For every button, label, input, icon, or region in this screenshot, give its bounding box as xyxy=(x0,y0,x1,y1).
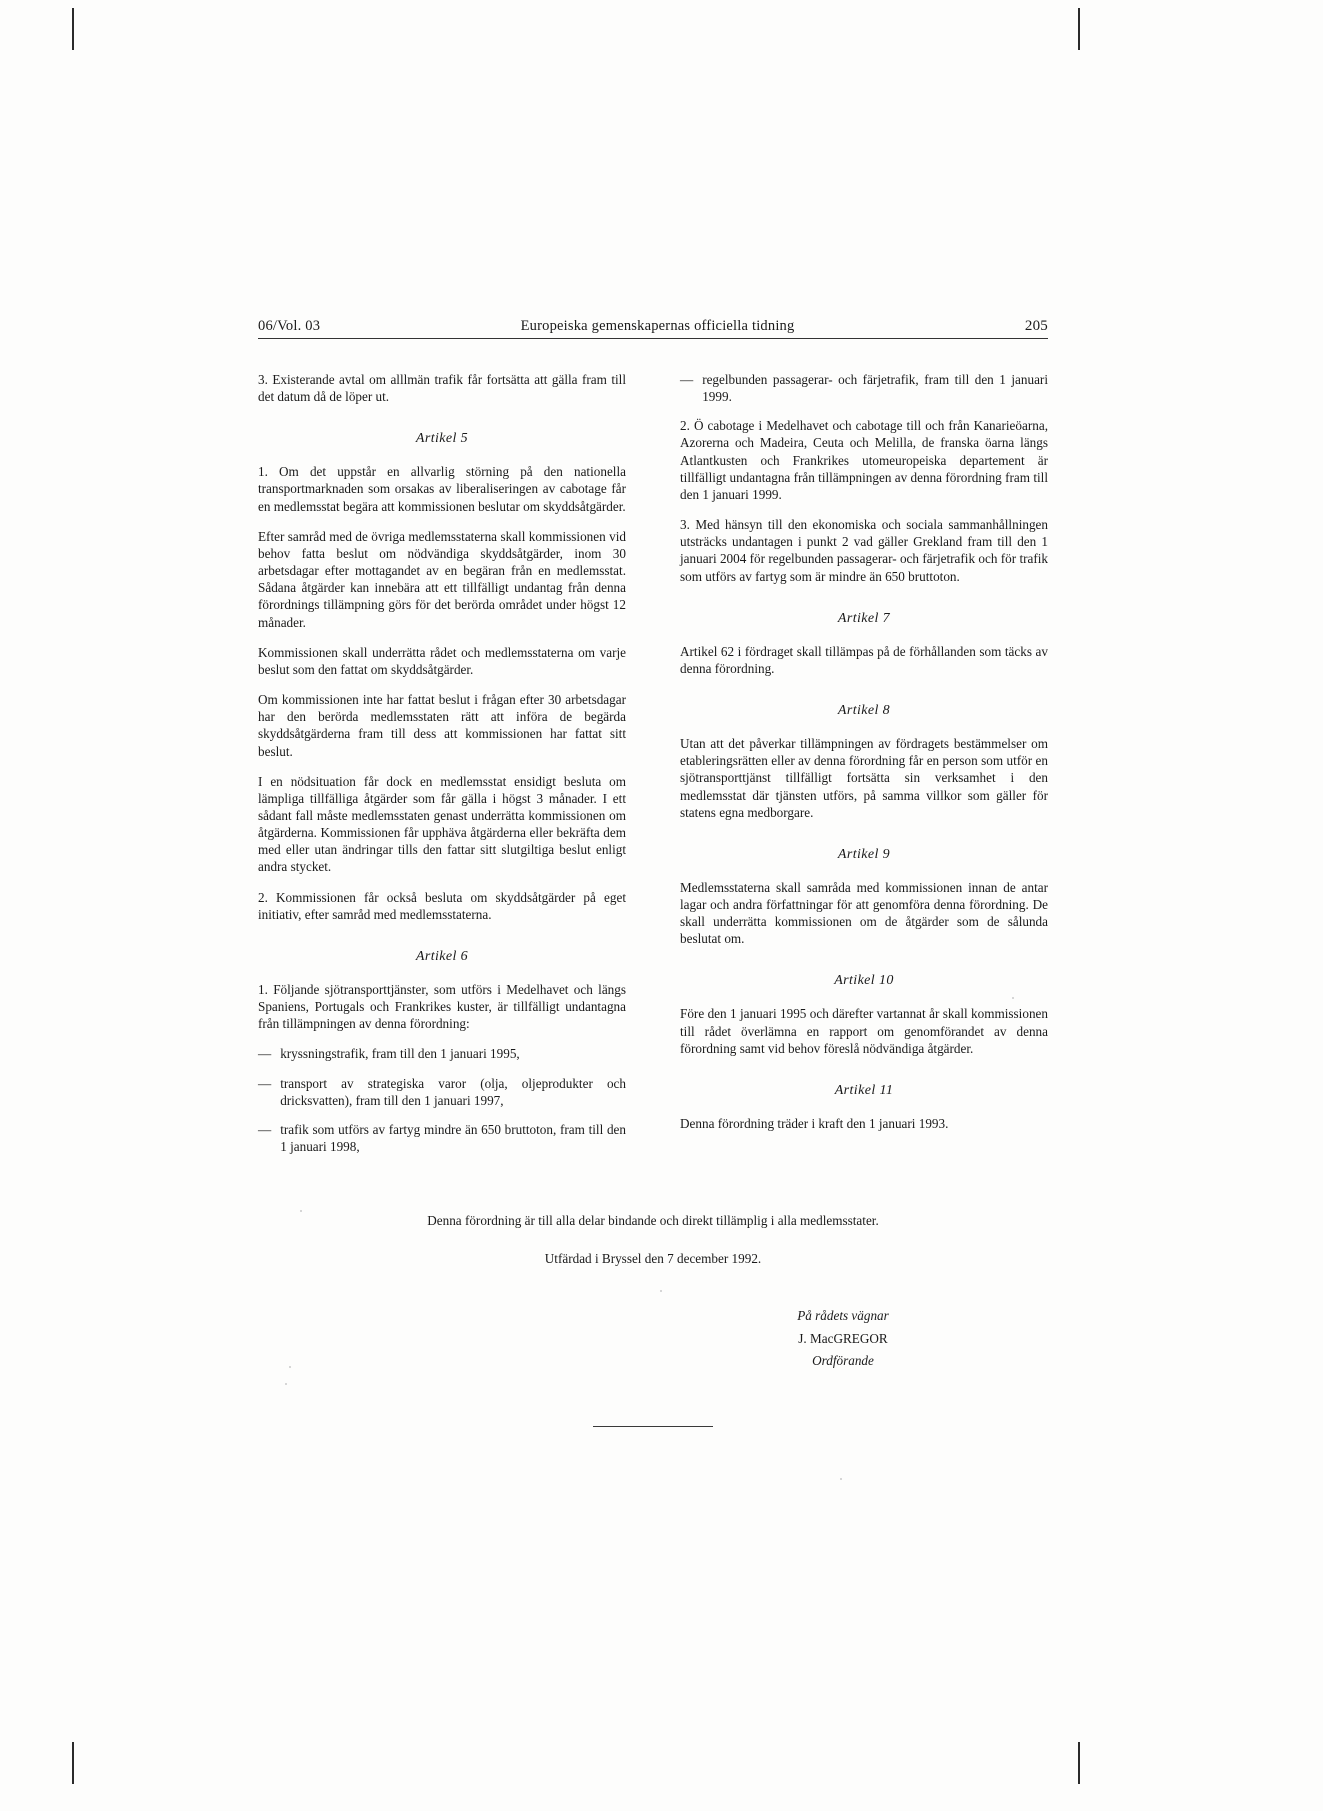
journal-title: Europeiska gemenskapernas officiella tidning xyxy=(520,318,795,334)
scan-speck xyxy=(289,1366,291,1368)
dash-icon: — xyxy=(258,1046,272,1062)
paragraph-3: 3. Existerande avtal om alllmän trafik får fortsätta att gälla fram till det datum då de löper ut. xyxy=(258,372,626,405)
article6-paragraph-1: 1. Följande sjötransporttjänster, som utförs i Medelhavet och längs Spaniens, Portugals och Frankrikes kuster, är tillfälligt undantagna från tillämpningen av denna förordning: xyxy=(258,981,626,1032)
two-column-body xyxy=(258,371,1048,1167)
article6-paragraph-2: 2. Ö cabotage i Medelhavet och cabotage till och från Kanarieöarna, Azorerna och Madeira, Ceuta och Melilla, de franska öarna längs Atlantkusten och Frankrikes utomeuropeiska departement är tillfälligt undantagna från tillämpningen av denna förordning fram till den 1 januari 1999. xyxy=(680,418,1048,502)
article5-paragraph-6: 2. Kommissionen får också besluta om skyddsåtgärder på eget initiativ, efter samråd med medlemsstaterna. xyxy=(258,889,626,922)
article7-paragraph-1: Artikel 62 i fördraget skall tillämpas på de förhållanden som täcks av denna förordning. xyxy=(680,643,1048,676)
scan-speck xyxy=(285,1383,287,1385)
article5-paragraph-1: 1. Om det uppstår en allvarlig störning på den nationella transportmarknaden som orsakas av liberaliseringen av cabotage får en medlemsstat begära att kommissionen beslutar om skyddsåtgärder. xyxy=(258,464,626,514)
closing-block xyxy=(258,1213,1048,1267)
dash-icon: — xyxy=(258,1121,272,1137)
heading-artikel-11: Artikel 11 xyxy=(834,1082,894,1098)
crop-mark-top-right xyxy=(1078,8,1080,50)
article10-paragraph-1: Före den 1 januari 1995 och därefter vartannat år skall kommissionen till rådet överlämna en rapport om genomförandet av denna förordning samt vid behov föreslå nödvändiga åtgärder. xyxy=(680,1006,1048,1056)
scan-speck xyxy=(840,1478,842,1480)
crop-mark-top-left xyxy=(72,8,74,50)
article5-paragraph-4: Om kommissionen inte har fattat beslut i frågan efter 30 arbetsdagar har den berörda medlemsstaten rätt att införa de begärda skyddsåtgärderna fram till dess att kommissionen har fattat sitt beslut. xyxy=(258,692,626,759)
article9-paragraph-1: Medlemsstaterna skall samråda med kommissionen innan de antar lagar och andra författningar för att genomföra denna förordning. De skall underrätta kommissionen om de åtgärder som de sålunda beslutat om. xyxy=(680,879,1048,947)
page-header xyxy=(258,318,1048,339)
heading-artikel-5: Artikel 5 xyxy=(415,431,469,447)
article5-paragraph-5: I en nödsituation får dock en medlemsstat ensidigt besluta om lämpliga tillfälliga åtgärder som får gälla i högst 3 månader. I ett sådant fall måste medlemsstaten genast underrätta kommissionen om åtgärderna. Kommissionen får upphäva åtgärderna eller bekräfta dem med eller utan ändringar tills den fattar sitt slutgiltiga beslut enligt andra stycket. xyxy=(258,773,626,875)
list-item xyxy=(680,371,1048,405)
footer-rule xyxy=(593,1426,713,1427)
crop-mark-bottom-left xyxy=(72,1742,74,1784)
article11-paragraph-1: Denna förordning träder i kraft den 1 januari 1993. xyxy=(680,1115,949,1131)
list-item xyxy=(258,1045,626,1062)
page-content xyxy=(258,318,1048,1427)
signatory-name: J. MacGREGOR xyxy=(798,1330,888,1346)
article5-paragraph-2: Efter samråd med de övriga medlemsstaterna skall kommissionen vid behov fatta beslut om nödvändiga skyddsåtgärder, inom 30 arbetsdagar efter mottagandet av en begäran från en medlemsstat. Sådana åtgärder kan innebära att ett tillfälligt undantag från denna förordnings tillämpning görs för det berörda området under högst 12 månader. xyxy=(258,528,626,630)
article8-paragraph-1: Utan att det påverkar tillämpningen av fördragets bestämmelser om etableringsrätten eller av denna förordning får en person som utför en sjötransporttjänst tillfälligt fortsätta sin verksamhet i den medlemsstat där tjänsten utförs, på samma villkor som gäller för statens egna medborgare. xyxy=(680,736,1048,820)
dash-icon: — xyxy=(680,372,694,387)
article5-paragraph-3: Kommissionen skall underrätta rådet och medlemsstaterna om varje beslut som den fattat om skyddsåtgärder. xyxy=(258,644,626,677)
binding-statement: Denna förordning är till alla delar bindande och direkt tillämplig i alla medlemsstater. xyxy=(427,1213,879,1229)
list-item-text: transport av strategiska varor (olja, oljeprodukter och dricksvatten), fram till den 1 januari 1997, xyxy=(280,1075,626,1108)
heading-artikel-9: Artikel 9 xyxy=(837,846,891,862)
left-column xyxy=(258,371,626,1167)
dash-icon: — xyxy=(258,1075,272,1091)
scan-speck xyxy=(300,1210,302,1212)
heading-artikel-10: Artikel 10 xyxy=(834,973,894,989)
list-item xyxy=(258,1075,626,1109)
list-item xyxy=(258,1121,626,1155)
heading-artikel-6: Artikel 6 xyxy=(415,948,469,964)
scan-speck xyxy=(1012,997,1014,999)
list-item-text: kryssningstrafik, fram till den 1 januari 1995, xyxy=(280,1046,520,1062)
signatory-role: Ordförande xyxy=(812,1353,874,1369)
scan-speck xyxy=(660,1290,662,1292)
heading-artikel-8: Artikel 8 xyxy=(837,703,891,719)
heading-artikel-7: Artikel 7 xyxy=(837,610,891,626)
article6-paragraph-3: 3. Med hänsyn till den ekonomiska och sociala sammanhållningen utsträcks undantagen i punkt 2 vad gäller Grekland fram till den 1 januari 2004 för regelbunden passagerar- och färjetrafik och för trafik som utförs av fartyg som är mindre än 650 bruttoton. xyxy=(680,517,1048,584)
place-and-date: Utfärdad i Bryssel den 7 december 1992. xyxy=(544,1251,762,1267)
crop-mark-bottom-right xyxy=(1078,1742,1080,1784)
volume-label: 06/Vol. 03 xyxy=(258,318,321,334)
list-item-text: trafik som utförs av fartyg mindre än 650 bruttoton, fram till den 1 januari 1998, xyxy=(280,1121,626,1154)
right-column xyxy=(680,371,1048,1167)
on-behalf-of: På rådets vägnar xyxy=(797,1308,889,1324)
page-number: 205 xyxy=(1024,318,1048,334)
signature-block xyxy=(728,1305,958,1372)
list-item-text: regelbunden passagerar- och färjetrafik, fram till den 1 januari 1999. xyxy=(702,372,1048,405)
